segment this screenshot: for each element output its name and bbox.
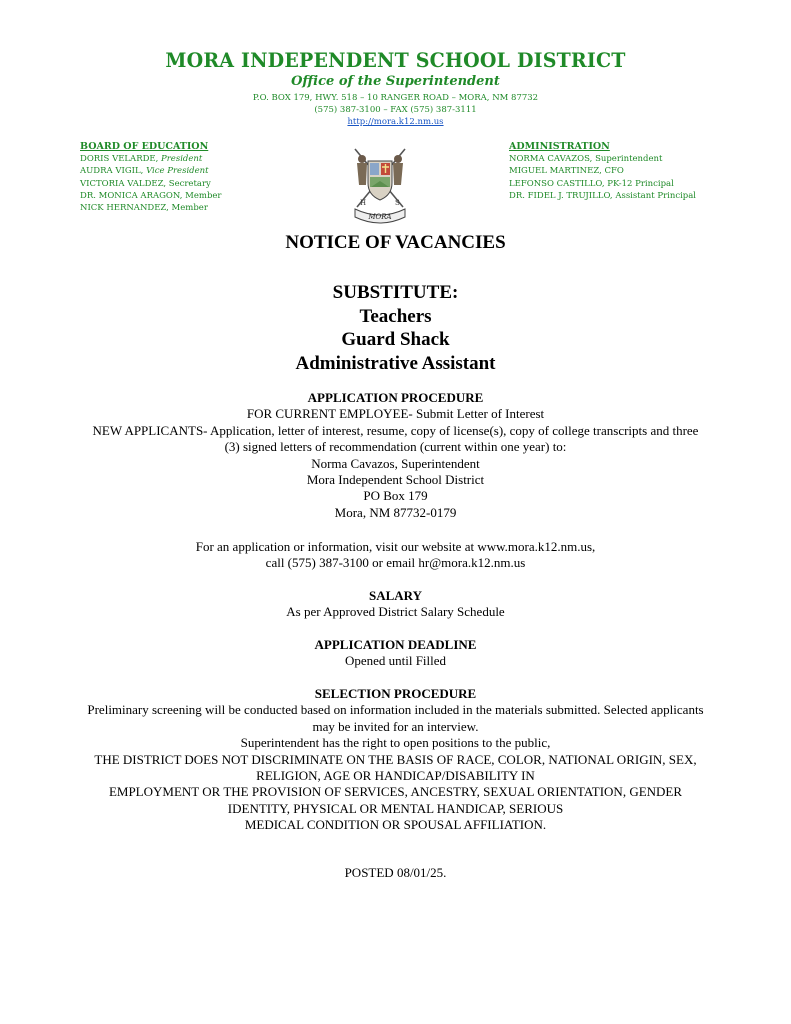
position-item: Guard Shack (341, 329, 450, 350)
position-item: Teachers (359, 305, 432, 327)
position-category: SUBSTITUTE: (332, 282, 459, 303)
selection-line: IDENTITY, PHYSICAL OR MENTAL HANDICAP, SERIOUS (227, 800, 564, 816)
application-line: Mora Independent School District (306, 472, 485, 488)
member-name: DR. MONICA ARAGON, Member (80, 190, 222, 201)
application-line: Norma Cavazos, Superintendent (311, 455, 480, 471)
admin-member: MIGUEL MARTINEZ, CFO (509, 166, 624, 177)
posted-date: POSTED 08/01/25. (344, 865, 447, 880)
board-heading: BOARD OF EDUCATION (80, 141, 209, 152)
deadline-heading: APPLICATION DEADLINE (314, 637, 477, 652)
district-phone: (575) 387-3100 – FAX (575) 387-3111 (314, 105, 477, 115)
contact-info (40, 539, 751, 572)
admin-member: DR. FIDEL J. TRUJILLO, Assistant Principal (509, 190, 697, 201)
admin-member: NORMA CAVAZOS, Superintendent (509, 154, 663, 165)
contact-line: call (575) 387-3100 or email hr@mora.k12.nm.us (265, 555, 526, 571)
application-line: PO Box 179 (363, 488, 428, 504)
application-line: (3) signed letters of recommendation (current within one year) to: (224, 439, 567, 455)
district-name: MORA INDEPENDENT SCHOOL DISTRICT (165, 48, 626, 72)
selection-section (40, 686, 751, 834)
member-role: President (161, 154, 203, 165)
crest-letter-s: S (395, 199, 400, 207)
salary-section (40, 588, 751, 621)
application-heading: APPLICATION PROCEDURE (307, 390, 484, 405)
application-line: Mora, NM 87732-0179 (334, 504, 457, 520)
position-item: Administrative Assistant (295, 352, 496, 374)
administration (509, 141, 696, 202)
contact-line: For an application or information, visit our website at www.mora.k12.nm.us, (195, 539, 596, 554)
application-procedure (40, 390, 751, 521)
board-member (80, 165, 222, 177)
deadline-text: Opened until Filled (344, 653, 447, 669)
board-of-education (80, 141, 222, 214)
office-title: Office of the Superintendent (291, 74, 500, 89)
application-line: NEW APPLICANTS- Application, letter of interest, resume, copy of license(s), copy of college transcripts and three (92, 422, 699, 438)
school-crest-icon (351, 145, 409, 225)
selection-line: THE DISTRICT DOES NOT DISCRIMINATE ON THE BASIS OF RACE, COLOR, NATIONAL ORIGIN, SEX, (94, 751, 697, 767)
member-name: AUDRA VIGIL, (80, 166, 147, 177)
member-name: NICK HERNANDEZ, Member (80, 203, 208, 214)
selection-line: RELIGION, AGE OR HANDICAP/DISABILITY IN (256, 768, 535, 784)
crest-letter-h: H (360, 199, 367, 207)
salary-text: As per Approved District Salary Schedule (286, 604, 505, 620)
member-name: DORIS VELARDE, (80, 154, 162, 165)
board-member (80, 153, 222, 165)
admin-member: LEFONSO CASTILLO, PK-12 Principal (509, 178, 674, 189)
notice-title: NOTICE OF VACANCIES (285, 232, 506, 253)
board-member (80, 202, 222, 214)
selection-line: may be invited for an interview. (312, 718, 479, 734)
salary-heading: SALARY (369, 588, 422, 603)
website-link[interactable]: http://mora.k12.nm.us (347, 117, 444, 127)
vacancy-positions (0, 281, 791, 375)
application-line: FOR CURRENT EMPLOYEE- Submit Letter of Interest (246, 406, 545, 422)
selection-line: Preliminary screening will be conducted based on information included in the materials submitted. Selected applicants (87, 702, 704, 718)
district-address: P.O. BOX 179, HWY. 518 – 10 RANGER ROAD – MORA, NM 87732 (252, 93, 539, 103)
member-role: Vice President (146, 166, 209, 177)
administration-heading: ADMINISTRATION (509, 141, 610, 152)
board-member (80, 178, 222, 190)
selection-heading: SELECTION PROCEDURE (314, 686, 477, 701)
deadline-section (40, 637, 751, 670)
selection-line: Superintendent has the right to open positions to the public, (240, 735, 551, 751)
district-website (0, 117, 791, 127)
member-name: VICTORIA VALDEZ, Secretary (80, 178, 211, 189)
crest-banner-text: MORA (368, 213, 392, 221)
selection-line: EMPLOYMENT OR THE PROVISION OF SERVICES, ANCESTRY, SEXUAL ORIENTATION, GENDER (108, 784, 683, 800)
board-member (80, 190, 222, 202)
selection-line: MEDICAL CONDITION OR SPOUSAL AFFILIATION. (244, 817, 547, 833)
